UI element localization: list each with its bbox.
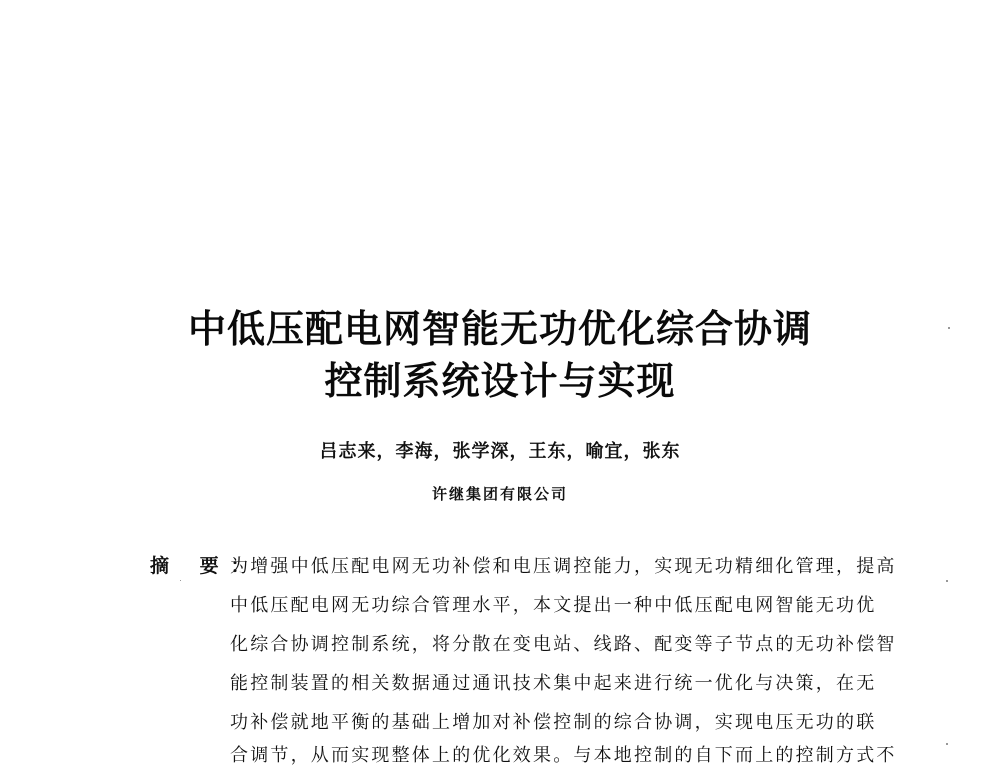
scan-speck bbox=[180, 580, 181, 581]
affiliation: 许继集团有限公司 bbox=[431, 485, 568, 503]
scan-speck bbox=[948, 327, 950, 329]
abstract-line-5: 功补偿就地平衡的基础上增加对补偿控制的综合协调，实现电压无功的联 bbox=[230, 712, 877, 733]
abstract-label: 摘 要： bbox=[150, 555, 262, 577]
scan-speck bbox=[946, 743, 948, 745]
abstract-line-4: 能控制装置的相关数据通过通讯技术集中起来进行统一优化与决策，在无 bbox=[230, 673, 877, 694]
abstract-line-1: 为增强中低压配电网无功补偿和电压调控能力，实现无功精细化管理，提高 bbox=[230, 556, 897, 577]
paper-title-line-1: 中低压配电网智能无功优化综合协调 bbox=[187, 307, 812, 351]
scan-speck bbox=[946, 580, 948, 582]
author-list: 吕志来，李海，张学深，王东，喻宜，张东 bbox=[319, 441, 681, 462]
abstract-line-6: 合调节，从而实现整体上的优化效果。与本地控制的自下而上的控制方式不 bbox=[230, 745, 897, 766]
abstract-line-2: 中低压配电网无功综合管理水平，本文提出一种中低压配电网智能无功优 bbox=[230, 595, 877, 616]
abstract-line-3: 化综合协调控制系统，将分散在变电站、线路、配变等子节点的无功补偿智 bbox=[230, 634, 897, 655]
paper-title-line-2: 控制系统设计与实现 bbox=[324, 359, 676, 403]
